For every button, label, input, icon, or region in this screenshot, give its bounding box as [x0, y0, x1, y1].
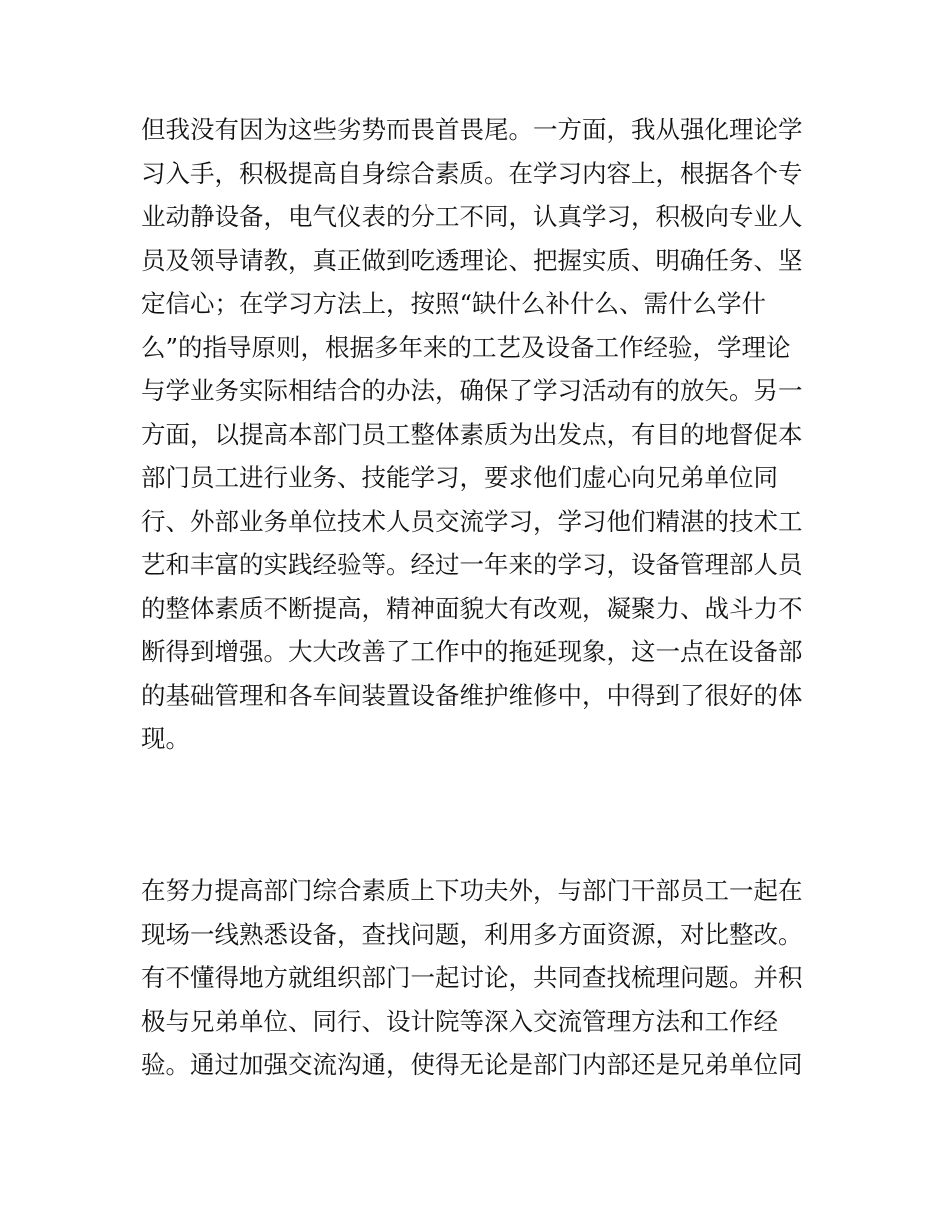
text-line: 与学业务实际相结合的办法，确保了学习活动有的放矢。另一 — [141, 376, 803, 405]
paragraph-1 — [141, 108, 821, 761]
text-line: 的整体素质不断提高，精神面貌大有改观，凝聚力、战斗力不 — [141, 593, 803, 623]
text-line: 现场一线熟悉设备，查找问题，利用多方面资源，对比整改。 — [141, 919, 803, 949]
text-line: 极与兄弟单位、同行、设计院等深入交流管理方法和工作经 — [141, 1006, 778, 1036]
text-line: 验。通过加强交流沟通，使得无论是部门内部还是兄弟单位同 — [141, 1050, 803, 1079]
text-line: 现。 — [141, 724, 190, 753]
text-line: 习入手，积极提高自身综合素质。在学习内容上，根据各个专 — [141, 158, 803, 188]
text-line: 行、外部业务单位技术人员交流学习，学习他们精湛的技术工 — [141, 506, 803, 536]
text-line: 部门员工进行业务、技能学习，要求他们虚心向兄弟单位同 — [141, 463, 778, 492]
text-line: 员及领导请教，真正做到吃透理论、把握实质、明确任务、坚 — [141, 245, 803, 275]
text-line: 方面，以提高本部门员工整体素质为出发点，有目的地督促本 — [141, 419, 803, 449]
text-line: 定信心；在学习方法上，按照“缺什么补什么、需什么学什 — [141, 289, 767, 318]
text-line: 的基础管理和各车间装置设备维护维修中，中得到了很好的体 — [141, 680, 803, 710]
text-line: 业动静设备，电气仪表的分工不同，认真学习，积极向专业人 — [141, 202, 803, 231]
text-line: 么”的指导原则，根据多年来的工艺及设备工作经验，学理论 — [141, 332, 791, 362]
paragraph-2 — [141, 869, 821, 1087]
text-line: 但我没有因为这些劣势而畏首畏尾。一方面，我从强化理论学 — [141, 115, 803, 144]
text-line: 有不懂得地方就组织部门一起讨论，共同查找梳理问题。并积 — [141, 963, 803, 992]
text-line: 艺和丰富的实践经验等。经过一年来的学习，设备管理部人员 — [141, 550, 803, 579]
text-line: 断得到增强。大大改善了工作中的拖延现象，这一点在设备部 — [141, 637, 803, 666]
text-line: 在努力提高部门综合素质上下功夫外，与部门干部员工一起在 — [141, 876, 803, 905]
